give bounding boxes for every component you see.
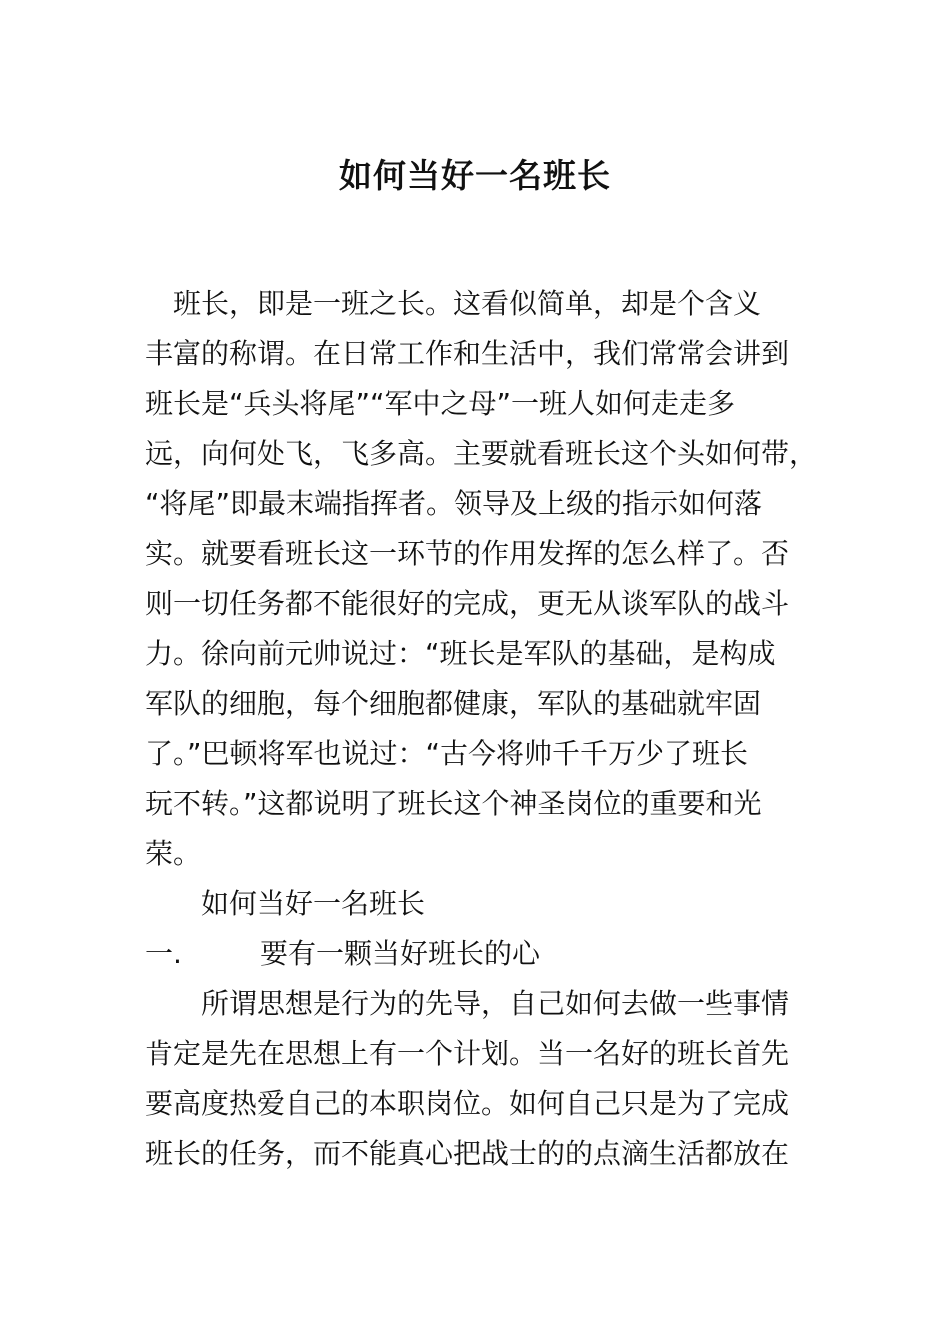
body-line: 玩不转。”这都说明了班长这个神圣岗位的重要和光: [145, 787, 762, 820]
body-line: 军队的细胞，每个细胞都健康，军队的基础就牢固: [145, 687, 762, 720]
body-line: 要高度热爱自己的本职岗位。如何自己只是为了完成: [145, 1087, 790, 1120]
section-subtitle: 如何当好一名班长: [145, 887, 426, 920]
document-title: 如何当好一名班长: [339, 156, 611, 195]
body-line: 肯定是先在思想上有一个计划。当一名好的班长首先: [145, 1037, 790, 1070]
body-line: 班长，即是一班之长。这看似简单，却是个含义: [145, 287, 762, 320]
body-line: “将尾”即最末端指挥者。领导及上级的指示如何落: [145, 487, 763, 520]
body-line: 班长是“兵头将尾”“军中之母”一班人如何走走多: [145, 387, 736, 420]
document-body: [145, 279, 845, 1179]
body-line: 远，向何处飞，飞多高。主要就看班长这个头如何带，: [145, 437, 818, 470]
body-line: 丰富的称谓。在日常工作和生活中，我们常常会讲到: [145, 337, 790, 370]
body-line: 荣。: [145, 837, 202, 870]
body-line: 所谓思想是行为的先导，自己如何去做一些事情: [145, 987, 790, 1020]
body-line: 实。就要看班长这一环节的作用发挥的怎么样了。否: [145, 537, 790, 570]
heading-number: 一.: [145, 937, 182, 970]
body-line: 则一切任务都不能很好的完成，更无从谈军队的战斗: [145, 587, 790, 620]
section-heading-1: [145, 929, 845, 979]
heading-text: 要有一颗当好班长的心: [260, 937, 541, 970]
body-line: 班长的任务，而不能真心把战士的的点滴生活都放在: [145, 1137, 790, 1170]
body-line: 了。”巴顿将军也说过：“古今将帅千千万少了班长: [145, 737, 749, 770]
body-line: 力。徐向前元帅说过：“班长是军队的基础，是构成: [145, 637, 776, 670]
